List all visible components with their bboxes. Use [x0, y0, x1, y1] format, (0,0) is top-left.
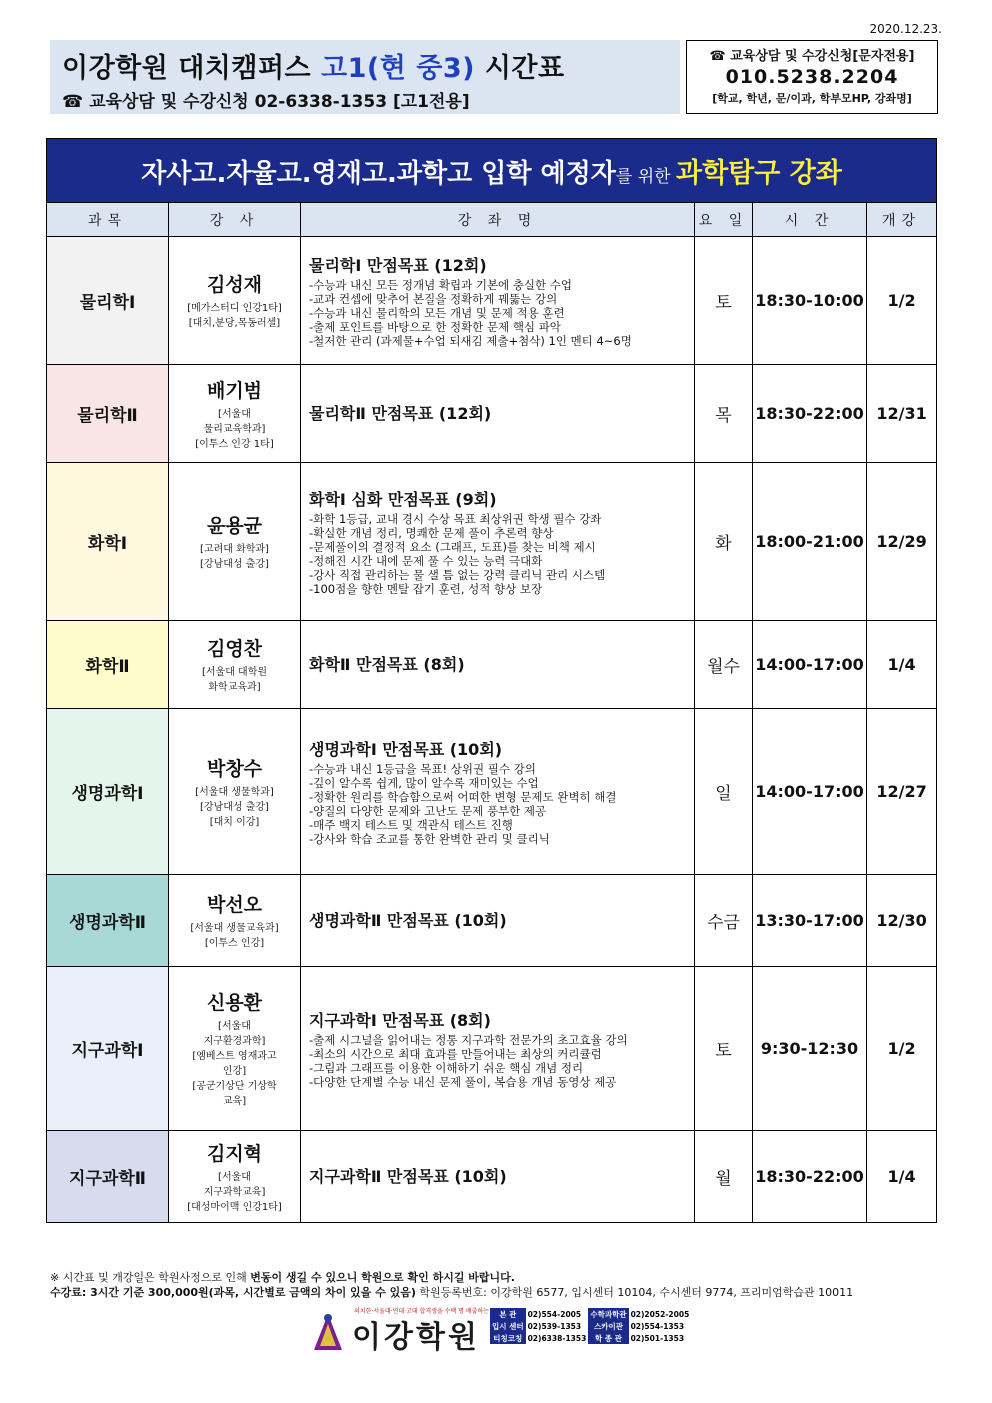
title-part1: 이강학원 대치캠퍼스 [62, 53, 322, 84]
column-header-row [47, 203, 937, 237]
teacher-info: [이투스 인강] [204, 938, 265, 949]
course-title: 화학Ⅱ 만점목표 (8회) [309, 655, 465, 674]
subject-cell: 물리학Ⅱ [47, 365, 169, 463]
branch-name: 스카이관 [588, 1320, 628, 1332]
course-description-line: -화학 1등급, 교내 경시 수상 목표 최상위권 학생 필수 강좌 [309, 512, 602, 526]
branch-name: 수학과학관 [590, 1309, 627, 1319]
course-cell [301, 875, 695, 967]
day-cell: 월수 [695, 621, 753, 709]
course-description-line: -강사와 학습 조교를 통한 완벽한 관리 및 클리닉 [309, 832, 550, 846]
start-date-cell: 1/2 [867, 237, 937, 365]
teacher-info: [서울대 [218, 1021, 251, 1032]
teacher-name: 김영찬 [206, 638, 263, 660]
teacher-info: [대성마이맥 인강1타] [187, 1201, 282, 1213]
course-description-line: -깊이 알수록 쉽게, 많이 알수록 재미있는 수업 [309, 776, 539, 790]
course-title: 생명과학Ⅱ 만점목표 (10회) [309, 911, 507, 930]
teacher-info: [강남대성 출강] [200, 559, 269, 570]
academy-logo-icon [308, 1310, 348, 1356]
teacher-cell [169, 709, 301, 875]
teacher-info: [서울대 생물교육과] [190, 923, 279, 934]
course-description-line: -수능과 내신 모든 정개념 확립과 기본에 충실한 수업 [309, 278, 573, 292]
day-cell: 월 [695, 1131, 753, 1223]
logo-slogan: 의치한·서울대·연대·고대 합격생을 수백 명 배출하는 [354, 1308, 490, 1315]
timetable-body [47, 237, 937, 1223]
course-title: 물리학Ⅱ 만점목표 (12회) [309, 404, 492, 423]
logo-name: 이강학원 [352, 1320, 480, 1355]
course-description-line: -수능과 내신 1등급을 목표! 상위권 필수 강의 [309, 762, 536, 776]
table-row [47, 463, 937, 621]
time-cell: 18:30-22:00 [753, 1131, 867, 1223]
course-description-line: -최소의 시간으로 최대 효과를 만들어내는 최상의 커리큘럼 [309, 1047, 602, 1061]
time-cell: 14:00-17:00 [753, 709, 867, 875]
branch-contacts [490, 1308, 691, 1344]
subject-cell: 화학Ⅱ [47, 621, 169, 709]
branch-name: 본 관 [490, 1308, 526, 1320]
table-row [47, 875, 937, 967]
day-cell: 토 [695, 967, 753, 1131]
start-date-cell: 12/31 [867, 365, 937, 463]
document-date: 2020.12.23. [869, 22, 942, 36]
day-cell: 화 [695, 463, 753, 621]
teacher-info: [고려대 화학과] [200, 544, 269, 555]
subject-cell: 지구과학Ⅱ [47, 1131, 169, 1223]
teacher-info: 화학교육과] [208, 682, 261, 693]
title-accent: 고1(현 중3) [321, 53, 475, 84]
teacher-info: [엠베스트 영재과고 [192, 1051, 277, 1062]
footer-fee-bold: 수강료: 3시간 기준 300,000원(과목, 시간별로 금액의 차이 있을 수 있음) [50, 1286, 416, 1299]
document-header [50, 40, 938, 114]
table-row [47, 621, 937, 709]
header-title-box [50, 40, 680, 114]
contact-box [686, 40, 938, 114]
teacher-cell [169, 967, 301, 1131]
contact-phone: 010.5238.2204 [725, 66, 899, 88]
teacher-name: 신용환 [206, 992, 263, 1014]
time-cell: 14:00-17:00 [753, 621, 867, 709]
teacher-name: 김지혁 [206, 1142, 263, 1165]
teacher-info: 물리교육학과] [203, 423, 266, 435]
start-date-cell: 12/30 [867, 875, 937, 967]
branch-row [490, 1320, 691, 1332]
course-cell [301, 365, 695, 463]
table-row [47, 237, 937, 365]
teacher-name: 박창수 [206, 757, 263, 780]
start-date-cell: 1/4 [867, 621, 937, 709]
teacher-info: 교육] [222, 1096, 247, 1107]
title-part2: 시간표 [474, 53, 565, 84]
branch-name: 입시 센터 [492, 1321, 524, 1331]
column-header: 강 사 [169, 203, 301, 237]
teacher-info: [서울대 [218, 408, 251, 420]
day-cell: 목 [695, 365, 753, 463]
course-title: 지구과학Ⅱ 만점목표 (10회) [309, 1167, 507, 1186]
course-cell [301, 709, 695, 875]
branch-phone: 02)6338-1353 [527, 1333, 587, 1343]
teacher-cell [169, 237, 301, 365]
course-description-line: -출제 포인트를 바탕으로 한 정확한 문제 핵심 파악 [309, 320, 561, 334]
course-description-line: -양질의 다양한 문제와 고난도 문제 풍부한 제공 [309, 804, 547, 818]
branch-row [490, 1308, 691, 1320]
column-header: 시 간 [753, 203, 867, 237]
teacher-info: [서울대 [218, 1171, 251, 1183]
footer-note-bold: 변동이 생길 수 있으니 학원으로 확인 하시길 바랍니다. [250, 1271, 515, 1284]
branch-phone: 02)554-1353 [630, 1321, 685, 1331]
teacher-info: [서울대 생물학과] [195, 786, 274, 798]
day-cell: 일 [695, 709, 753, 875]
course-cell [301, 237, 695, 365]
teacher-cell [169, 365, 301, 463]
course-description-line: -확실한 개념 정리, 명쾌한 문제 풀이 추론력 향상 [309, 526, 554, 540]
column-header: 과목 [47, 203, 169, 237]
course-description-line: -문제풀이의 결정적 요소 (그래프, 도표)를 찾는 비책 제시 [309, 540, 596, 554]
teacher-name: 박선오 [206, 894, 263, 916]
branch-name: 티칭코칭 [490, 1332, 526, 1344]
course-description-line: -매주 백지 테스트 및 객관식 테스트 진행 [309, 818, 513, 832]
teacher-cell [169, 1131, 301, 1223]
footer-registration: 학원등록번호: 이강학원 6577, 입시센터 10104, 수시센터 9774, 프리미엄학습관 10011 [415, 1286, 854, 1299]
teacher-info: [서울대 대학원 [201, 667, 268, 678]
course-description-line: -100점을 향한 멘탈 잡기 훈련, 성적 향상 보장 [309, 582, 543, 596]
teacher-name: 김성재 [206, 274, 263, 296]
course-description-line: -정해진 시간 내에 문제 풀 수 있는 능력 극대화 [309, 554, 543, 568]
subject-cell: 지구과학Ⅰ [47, 967, 169, 1131]
footer-fee [50, 1285, 853, 1300]
start-date-cell: 1/4 [867, 1131, 937, 1223]
teacher-name: 윤용균 [206, 515, 263, 537]
header-subtitle: ☎ 교육상담 및 수강신청 02-6338-1353 [고1전용] [62, 92, 470, 112]
course-description-line: -교과 컨셉에 맞추어 본질을 정확하게 꿰뚫는 강의 [309, 292, 558, 306]
column-header: 강 좌 명 [301, 203, 695, 237]
subject-cell: 생명과학Ⅱ [47, 875, 169, 967]
teacher-info: 지구환경과학] [203, 1036, 266, 1047]
banner-small: 를 위한 [615, 167, 676, 187]
teacher-cell [169, 875, 301, 967]
timetable [46, 138, 937, 1223]
branch-row [490, 1332, 691, 1344]
course-title: 지구과학Ⅰ 만점목표 (8회) [309, 1011, 491, 1030]
contact-line3: [학교, 학년, 문/이과, 학부모HP, 강좌명] [712, 92, 912, 105]
teacher-cell [169, 621, 301, 709]
teacher-info: 인강] [222, 1066, 247, 1077]
course-title: 물리학Ⅰ 만점목표 (12회) [309, 256, 487, 275]
subject-cell: 화학Ⅰ [47, 463, 169, 621]
start-date-cell: 1/2 [867, 967, 937, 1131]
branch-phone: 02)554-2005 [527, 1309, 582, 1319]
branch-phone: 02)501-1353 [630, 1333, 685, 1343]
academy-logo [308, 1308, 688, 1358]
time-cell: 13:30-17:00 [753, 875, 867, 967]
table-row [47, 967, 937, 1131]
course-description-line: -그림과 그래프를 이용한 이해하기 쉬운 핵심 개념 정리 [309, 1061, 584, 1075]
teacher-info: [메가스터디 인강1타] [187, 303, 282, 314]
teacher-info: 지구과학교육] [203, 1186, 266, 1198]
teacher-info: [강남대성 출강] [200, 801, 269, 813]
column-header: 요 일 [695, 203, 753, 237]
course-description-line: -다양한 단계별 수능 내신 문제 풀이, 복습용 개념 동영상 제공 [309, 1075, 617, 1089]
time-cell: 18:30-22:00 [753, 365, 867, 463]
banner-main: 자사고.자율고.영재고.과학고 입학 예정자 [141, 159, 616, 189]
time-cell: 18:00-21:00 [753, 463, 867, 621]
course-cell [301, 621, 695, 709]
column-header: 개강 [867, 203, 937, 237]
banner-highlight: 과학탐구 강좌 [675, 158, 842, 189]
teacher-cell [169, 463, 301, 621]
contact-line1: ☎ 교육상담 및 수강신청[문자전용] [709, 49, 915, 64]
course-description-line: -수능과 내신 물리학의 모든 개념 및 문제 적용 훈련 [309, 306, 565, 320]
page-title [62, 46, 668, 85]
banner [47, 139, 937, 203]
course-title: 생명과학Ⅰ 만점목표 (10회) [309, 740, 503, 759]
branch-phone: 02)539-1353 [527, 1321, 582, 1331]
start-date-cell: 12/29 [867, 463, 937, 621]
table-row [47, 365, 937, 463]
table-row [47, 1131, 937, 1223]
course-cell [301, 967, 695, 1131]
branch-phone: 02)2052-2005 [630, 1309, 690, 1319]
course-description-line: -철저한 관리 (과제물+수업 되새김 제출+첨삭) 1인 멘티 4~6명 [309, 334, 632, 348]
footer-notes [50, 1270, 853, 1300]
course-description-line: -출제 시그널을 읽어내는 정통 지구과학 전문가의 초고효율 강의 [309, 1033, 628, 1047]
teacher-info: [공군기상단 기상학 [192, 1081, 277, 1092]
day-cell: 토 [695, 237, 753, 365]
footer-note [50, 1270, 853, 1285]
teacher-info: [대치 이강] [209, 816, 260, 828]
teacher-info: [이투스 인강 1타] [195, 438, 274, 450]
teacher-info: [대치,분당,목동러셀] [188, 318, 281, 329]
banner-row [47, 139, 937, 203]
subject-cell: 물리학Ⅰ [47, 237, 169, 365]
footer-note-pre: ※ 시간표 및 개강일은 학원사정으로 인해 [50, 1271, 251, 1284]
course-cell [301, 463, 695, 621]
day-cell: 수금 [695, 875, 753, 967]
start-date-cell: 12/27 [867, 709, 937, 875]
table-row [47, 709, 937, 875]
course-title: 화학Ⅰ 심화 만점목표 (9회) [309, 490, 497, 509]
branch-name: 학 종 관 [588, 1332, 628, 1344]
course-description-line: -정확한 원리를 학습함으로써 어떠한 변형 문제도 완벽히 해결 [309, 790, 617, 804]
time-cell: 9:30-12:30 [753, 967, 867, 1131]
teacher-name: 배기범 [206, 379, 263, 402]
course-description-line: -강사 직접 관리하는 물 샐 틈 없는 강력 클리닉 관리 시스템 [309, 568, 606, 582]
course-cell [301, 1131, 695, 1223]
subject-cell: 생명과학Ⅰ [47, 709, 169, 875]
time-cell: 18:30-10:00 [753, 237, 867, 365]
